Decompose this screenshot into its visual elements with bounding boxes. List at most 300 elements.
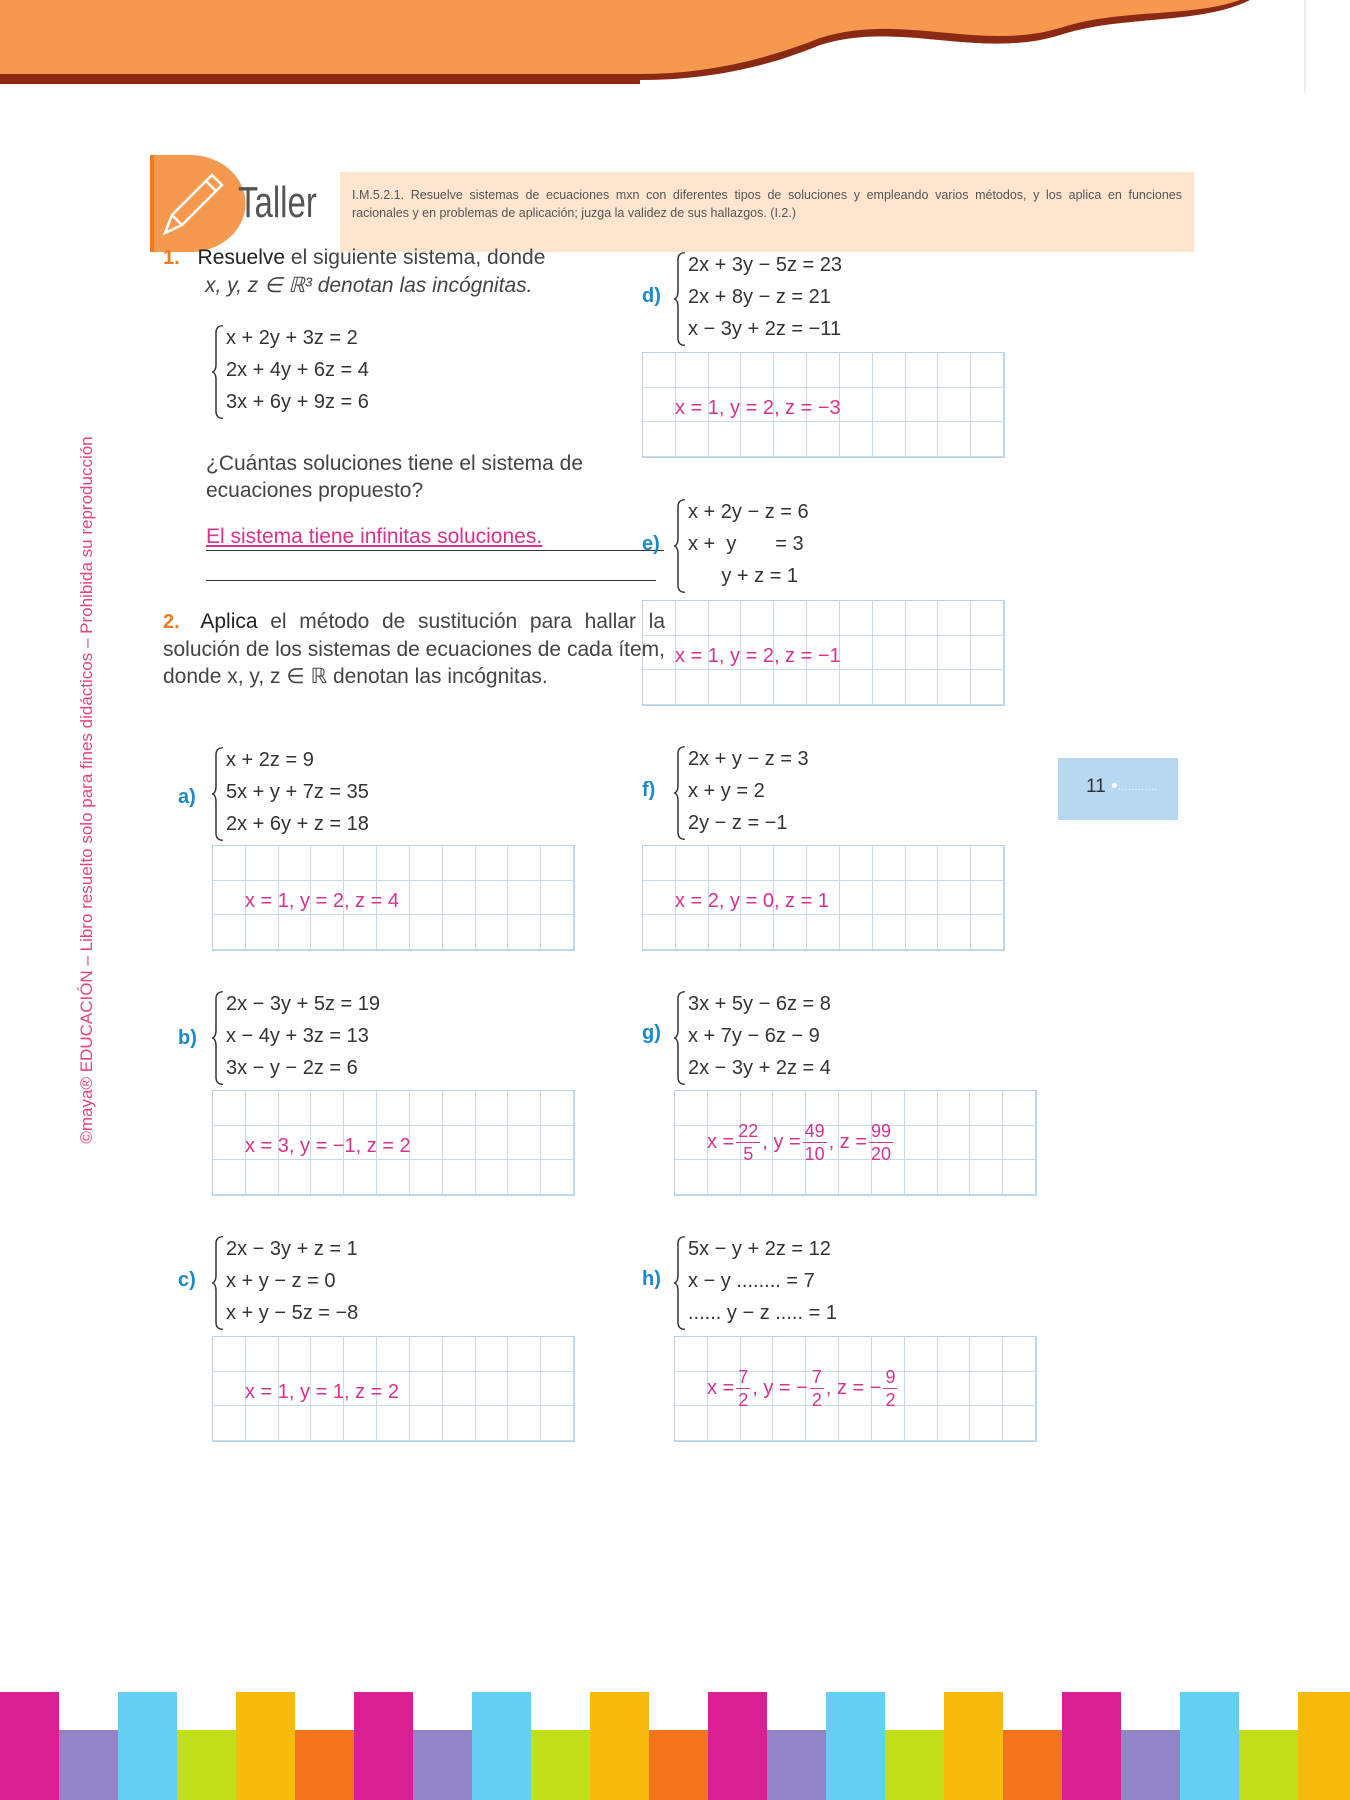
grid-cell[interactable] [971, 670, 1004, 705]
equation: x + 2z = 9 [226, 749, 314, 771]
stripe-bar [354, 1692, 413, 1800]
equation: 2x − 3y + 2z = 4 [688, 1057, 831, 1079]
stripe-bar [1239, 1730, 1298, 1800]
grid-cell[interactable] [443, 881, 476, 916]
denominator: 10 [804, 1144, 825, 1164]
grid-cell[interactable] [443, 1126, 476, 1161]
grid-cell[interactable] [873, 353, 906, 388]
numerator: 99 [871, 1121, 892, 1141]
grid-cell[interactable] [839, 1160, 872, 1195]
grid-cell[interactable] [840, 670, 873, 705]
grid-cell[interactable] [410, 1337, 443, 1372]
grid-cell[interactable] [443, 1337, 476, 1372]
equation: x + y = 2 [688, 780, 765, 802]
answer-part: , z = − [825, 1376, 882, 1399]
blank-answer-line[interactable] [206, 580, 656, 581]
grid-cell[interactable] [807, 422, 840, 457]
grid-cell[interactable] [643, 670, 676, 705]
stripe-bar [649, 1730, 708, 1800]
grid-cell[interactable] [840, 388, 873, 423]
equation: y + z = 1 [688, 565, 799, 587]
grid-cell[interactable] [938, 1091, 971, 1126]
grid-cell[interactable] [410, 1372, 443, 1407]
grid-cell[interactable] [213, 1091, 246, 1126]
equation-system [674, 249, 842, 345]
denominator: 2 [811, 1390, 822, 1410]
grid-cell[interactable] [1003, 1372, 1036, 1407]
grid-cell[interactable] [938, 388, 971, 423]
grid-cell[interactable] [840, 846, 873, 881]
grid-cell[interactable] [676, 915, 709, 950]
equation: 2x + y − z = 3 [688, 748, 809, 770]
grid-cell[interactable] [311, 915, 344, 950]
stripe-bar [1180, 1692, 1239, 1800]
brace-icon [212, 324, 224, 420]
grid-cell[interactable] [938, 353, 971, 388]
grid-cell[interactable] [508, 881, 541, 916]
grid-cell[interactable] [906, 915, 939, 950]
grid-cell[interactable] [774, 422, 807, 457]
grid-cell[interactable] [840, 915, 873, 950]
grid-cell[interactable] [971, 353, 1004, 388]
denominator: 5 [743, 1144, 754, 1164]
equation: ...... y − z ..... = 1 [688, 1302, 837, 1324]
grid-cell[interactable] [873, 422, 906, 457]
grid-cell[interactable] [709, 915, 742, 950]
grid-cell[interactable] [508, 1160, 541, 1195]
grid-cell[interactable] [541, 881, 574, 916]
grid-cell[interactable] [541, 1126, 574, 1161]
stripe-bar [0, 1692, 59, 1800]
grid-cell[interactable] [741, 1406, 774, 1441]
grid-cell[interactable] [377, 1406, 410, 1441]
grid-cell[interactable] [905, 1406, 938, 1441]
grid-cell[interactable] [541, 1160, 574, 1195]
grid-cell[interactable] [773, 1406, 806, 1441]
equation: 5x + y + 7z = 35 [226, 781, 369, 803]
grid-cell[interactable] [873, 915, 906, 950]
answer-part: x = [707, 1130, 735, 1153]
grid-cell[interactable] [377, 1091, 410, 1126]
grid-cell[interactable] [213, 1406, 246, 1441]
grid-cell[interactable] [938, 1126, 971, 1161]
grid-cell[interactable] [246, 1337, 279, 1372]
grid-cell[interactable] [906, 846, 939, 881]
grid-cell[interactable] [410, 846, 443, 881]
grid-cell[interactable] [971, 915, 1004, 950]
grid-cell[interactable] [279, 1337, 312, 1372]
grid-cell[interactable] [476, 1372, 509, 1407]
grid-cell[interactable] [970, 1091, 1003, 1126]
grid-cell[interactable] [970, 1126, 1003, 1161]
grid-cell[interactable] [938, 636, 971, 671]
grid-cell[interactable] [443, 1372, 476, 1407]
equation: x + 2y − z = 6 [688, 501, 809, 523]
grid-cell[interactable] [970, 1160, 1003, 1195]
grid-cell[interactable] [246, 1091, 279, 1126]
grid-cell[interactable] [508, 1372, 541, 1407]
grid-cell[interactable] [344, 1406, 377, 1441]
grid-cell[interactable] [773, 1160, 806, 1195]
question-text: x, y, z ∈ ℝ³ denotan las incógnitas. [205, 274, 533, 297]
grid-cell[interactable] [807, 915, 840, 950]
grid-cell[interactable] [476, 1406, 509, 1441]
dot-icon: • [1111, 776, 1118, 797]
grid-cell[interactable] [643, 388, 676, 423]
grid-cell[interactable] [905, 1372, 938, 1407]
answer-part: , y = [762, 1130, 801, 1153]
grid-cell[interactable] [279, 1160, 312, 1195]
brace-icon [674, 251, 686, 347]
grid-cell[interactable] [839, 1406, 872, 1441]
stripe-bar [472, 1692, 531, 1800]
grid-cell[interactable] [806, 1406, 839, 1441]
grid-cell[interactable] [377, 1160, 410, 1195]
answer-line[interactable]: El sistema tiene infinitas soluciones. [206, 523, 664, 551]
grid-cell[interactable] [905, 1091, 938, 1126]
grid-cell[interactable] [1003, 1126, 1036, 1161]
equation: 2x − 3y + z = 1 [226, 1238, 358, 1260]
equation-system [674, 743, 809, 839]
section-title: Taller [238, 178, 317, 227]
grid-cell[interactable] [410, 881, 443, 916]
grid-cell[interactable] [676, 846, 709, 881]
grid-cell[interactable] [971, 636, 1004, 671]
copyright-watermark: ©maya® EDUCACIÓN – Libro resuelto solo para fines didácticos – Prohibida su reproducción [77, 436, 96, 1144]
grid-cell[interactable] [541, 915, 574, 950]
answer-text [707, 1120, 895, 1165]
item-label: b) [178, 1027, 197, 1049]
grid-cell[interactable] [344, 915, 377, 950]
grid-cell[interactable] [476, 1091, 509, 1126]
grid-cell[interactable] [476, 1337, 509, 1372]
grid-cell[interactable] [1003, 1406, 1036, 1441]
grid-cell[interactable] [709, 670, 742, 705]
equation: x + 7y − 6z − 9 [688, 1025, 820, 1047]
grid-cell[interactable] [741, 601, 774, 636]
grid-cell[interactable] [676, 601, 709, 636]
numerator: 7 [738, 1367, 749, 1387]
grid-cell[interactable] [476, 915, 509, 950]
grid-cell[interactable] [774, 670, 807, 705]
grid-cell[interactable] [938, 1337, 971, 1372]
grid-cell[interactable] [643, 846, 676, 881]
grid-cell[interactable] [443, 915, 476, 950]
header-wave-banner [0, 0, 1350, 100]
stripe-bar [413, 1730, 472, 1800]
grid-cell[interactable] [741, 915, 774, 950]
question-verb: Resuelve [197, 246, 286, 269]
grid-cell[interactable] [213, 1337, 246, 1372]
grid-cell[interactable] [970, 1406, 1003, 1441]
grid-cell[interactable] [344, 846, 377, 881]
grid-cell[interactable] [541, 1091, 574, 1126]
grid-cell[interactable] [508, 915, 541, 950]
stripe-bar [118, 1692, 177, 1800]
grid-cell[interactable] [508, 1126, 541, 1161]
grid-cell[interactable] [246, 915, 279, 950]
grid-cell[interactable] [246, 846, 279, 881]
stripe-bar [1121, 1730, 1180, 1800]
grid-cell[interactable] [840, 601, 873, 636]
fraction [810, 1366, 824, 1411]
grid-cell[interactable] [938, 1160, 971, 1195]
grid-cell[interactable] [971, 422, 1004, 457]
grid-cell[interactable] [906, 601, 939, 636]
item-label: c) [178, 1269, 196, 1291]
grid-cell[interactable] [971, 601, 1004, 636]
equation-system [674, 988, 831, 1084]
grid-cell[interactable] [443, 1091, 476, 1126]
grid-cell[interactable] [774, 601, 807, 636]
brace-icon [674, 498, 686, 594]
grid-cell[interactable] [410, 1126, 443, 1161]
grid-cell[interactable] [675, 1160, 708, 1195]
grid-cell[interactable] [905, 1160, 938, 1195]
grid-cell[interactable] [906, 353, 939, 388]
denominator: 2 [885, 1390, 896, 1410]
grid-cell[interactable] [443, 1406, 476, 1441]
question-number: 1. [163, 247, 180, 269]
grid-cell[interactable] [970, 1372, 1003, 1407]
grid-cell[interactable] [906, 636, 939, 671]
grid-cell[interactable] [1003, 1091, 1036, 1126]
stripe-bar [944, 1692, 1003, 1800]
grid-cell[interactable] [541, 1337, 574, 1372]
fraction [736, 1366, 750, 1411]
fraction [869, 1120, 893, 1165]
grid-cell[interactable] [938, 601, 971, 636]
grid-cell[interactable] [906, 670, 939, 705]
grid-cell[interactable] [906, 881, 939, 916]
grid-cell[interactable] [873, 881, 906, 916]
grid-cell[interactable] [311, 1337, 344, 1372]
grid-cell[interactable] [410, 915, 443, 950]
answer-text [707, 1366, 899, 1411]
grid-cell[interactable] [476, 1126, 509, 1161]
grid-cell[interactable] [1003, 1337, 1036, 1372]
dotted-line: ············ [1117, 784, 1158, 795]
equation: x − 4y + 3z = 13 [226, 1025, 369, 1047]
grid-cell[interactable] [344, 1337, 377, 1372]
grid-cell[interactable] [709, 422, 742, 457]
page-number: 11 [1086, 776, 1106, 797]
grid-cell[interactable] [377, 846, 410, 881]
grid-cell[interactable] [840, 881, 873, 916]
grid-cell[interactable] [508, 846, 541, 881]
equation: x + y − z = 0 [226, 1270, 336, 1292]
grid-cell[interactable] [840, 353, 873, 388]
question-1 [163, 244, 673, 299]
grid-cell[interactable] [541, 1406, 574, 1441]
grid-cell[interactable] [938, 1406, 971, 1441]
equation: 3x + 5y − 6z = 8 [688, 993, 831, 1015]
denominator: 20 [871, 1144, 892, 1164]
grid-cell[interactable] [741, 670, 774, 705]
grid-cell[interactable] [541, 846, 574, 881]
grid-cell[interactable] [807, 353, 840, 388]
grid-cell[interactable] [741, 846, 774, 881]
stripe-bar [767, 1730, 826, 1800]
grid-cell[interactable] [344, 1160, 377, 1195]
grid-cell[interactable] [872, 1406, 905, 1441]
answer-part: , z = [828, 1130, 868, 1153]
grid-cell[interactable] [741, 422, 774, 457]
grid-cell[interactable] [213, 846, 246, 881]
grid-cell[interactable] [807, 846, 840, 881]
answer-text: x = 1, y = 1, z = 2 [245, 1381, 399, 1403]
grid-cell[interactable] [311, 1091, 344, 1126]
grid-cell[interactable] [938, 1372, 971, 1407]
grid-cell[interactable] [213, 1126, 246, 1161]
answer-text: x = 1, y = 2, z = −3 [675, 397, 841, 419]
grid-cell[interactable] [970, 1337, 1003, 1372]
grid-cell[interactable] [675, 1372, 708, 1407]
grid-cell[interactable] [344, 1091, 377, 1126]
grid-cell[interactable] [246, 1406, 279, 1441]
grid-cell[interactable] [807, 670, 840, 705]
grid-cell[interactable] [675, 1091, 708, 1126]
equation-system [674, 1233, 837, 1329]
grid-cell[interactable] [675, 1337, 708, 1372]
grid-cell[interactable] [508, 1406, 541, 1441]
item-label: d) [642, 285, 661, 307]
grid-cell[interactable] [807, 601, 840, 636]
grid-cell[interactable] [643, 915, 676, 950]
grid-cell[interactable] [905, 1337, 938, 1372]
equation-system [212, 744, 369, 840]
grid-cell[interactable] [806, 1160, 839, 1195]
brace-icon [212, 990, 224, 1086]
equation: x + y = 3 [688, 533, 804, 555]
grid-cell[interactable] [709, 601, 742, 636]
grid-cell[interactable] [508, 1091, 541, 1126]
grid-cell[interactable] [938, 422, 971, 457]
equation: x − 3y + 2z = −11 [688, 318, 842, 340]
grid-cell[interactable] [1003, 1160, 1036, 1195]
grid-cell[interactable] [213, 881, 246, 916]
grid-cell[interactable] [541, 1372, 574, 1407]
grid-cell[interactable] [708, 1406, 741, 1441]
grid-cell[interactable] [873, 388, 906, 423]
grid-cell[interactable] [709, 846, 742, 881]
grid-cell[interactable] [840, 422, 873, 457]
grid-cell[interactable] [643, 636, 676, 671]
numerator: 49 [804, 1121, 825, 1141]
grid-cell[interactable] [213, 1372, 246, 1407]
grid-cell[interactable] [938, 881, 971, 916]
grid-cell[interactable] [675, 1406, 708, 1441]
grid-cell[interactable] [774, 846, 807, 881]
grid-cell[interactable] [938, 846, 971, 881]
grid-cell[interactable] [410, 1160, 443, 1195]
stripe-bar [708, 1692, 767, 1800]
grid-cell[interactable] [873, 636, 906, 671]
numerator: 7 [811, 1367, 822, 1387]
answer-text: x = 1, y = 2, z = −1 [675, 645, 841, 667]
grid-cell[interactable] [443, 846, 476, 881]
grid-cell[interactable] [873, 601, 906, 636]
answer-text: x = 1, y = 2, z = 4 [245, 890, 399, 912]
grid-cell[interactable] [643, 881, 676, 916]
equation: 2x + 3y − 5z = 23 [688, 254, 842, 276]
grid-cell[interactable] [410, 1091, 443, 1126]
grid-cell[interactable] [279, 915, 312, 950]
brace-icon [212, 746, 224, 842]
item-label: g) [642, 1022, 661, 1044]
grid-cell[interactable] [643, 422, 676, 457]
grid-cell[interactable] [676, 670, 709, 705]
stripe-bar [826, 1692, 885, 1800]
grid-cell[interactable] [643, 601, 676, 636]
grid-cell[interactable] [906, 388, 939, 423]
grid-cell[interactable] [279, 1406, 312, 1441]
grid-cell[interactable] [938, 670, 971, 705]
grid-cell[interactable] [279, 1091, 312, 1126]
grid-cell[interactable] [476, 881, 509, 916]
grid-cell[interactable] [906, 422, 939, 457]
question-2 [163, 608, 665, 690]
grid-cell[interactable] [971, 881, 1004, 916]
grid-cell[interactable] [377, 1337, 410, 1372]
grid-cell[interactable] [279, 846, 312, 881]
grid-cell[interactable] [213, 915, 246, 950]
grid-cell[interactable] [476, 1160, 509, 1195]
grid-cell[interactable] [443, 1160, 476, 1195]
grid-cell[interactable] [873, 846, 906, 881]
grid-cell[interactable] [905, 1126, 938, 1161]
item-label: h) [642, 1268, 661, 1290]
grid-cell[interactable] [643, 353, 676, 388]
grid-cell[interactable] [840, 636, 873, 671]
numerator: 22 [738, 1121, 759, 1141]
equation: 2x − 3y + 5z = 19 [226, 993, 380, 1015]
equation: 3x − y − 2z = 6 [226, 1057, 358, 1079]
equation: 2x + 6y + z = 18 [226, 813, 369, 835]
grid-cell[interactable] [213, 1160, 246, 1195]
grid-cell[interactable] [676, 422, 709, 457]
grid-cell[interactable] [741, 1160, 774, 1195]
stripe-bar [590, 1692, 649, 1800]
grid-cell[interactable] [410, 1406, 443, 1441]
grid-cell[interactable] [938, 915, 971, 950]
grid-cell[interactable] [709, 353, 742, 388]
grid-cell[interactable] [676, 353, 709, 388]
equation: x − y ........ = 7 [688, 1270, 815, 1292]
grid-cell[interactable] [971, 846, 1004, 881]
equation: 3x + 6y + 9z = 6 [226, 391, 369, 413]
stripe-bar [59, 1730, 118, 1800]
grid-cell[interactable] [476, 846, 509, 881]
grid-cell[interactable] [675, 1126, 708, 1161]
grid-cell[interactable] [246, 1160, 279, 1195]
grid-cell[interactable] [774, 915, 807, 950]
grid-cell[interactable] [774, 353, 807, 388]
equation: 5x − y + 2z = 12 [688, 1238, 831, 1260]
grid-cell[interactable] [311, 1160, 344, 1195]
grid-cell[interactable] [708, 1160, 741, 1195]
grid-cell[interactable] [741, 353, 774, 388]
numerator: 9 [885, 1367, 896, 1387]
grid-cell[interactable] [311, 846, 344, 881]
grid-cell[interactable] [872, 1160, 905, 1195]
grid-cell[interactable] [508, 1337, 541, 1372]
color-stripe-footer [0, 1692, 1350, 1800]
grid-cell[interactable] [377, 915, 410, 950]
grid-cell[interactable] [311, 1406, 344, 1441]
grid-cell[interactable] [971, 388, 1004, 423]
grid-cell[interactable] [873, 670, 906, 705]
